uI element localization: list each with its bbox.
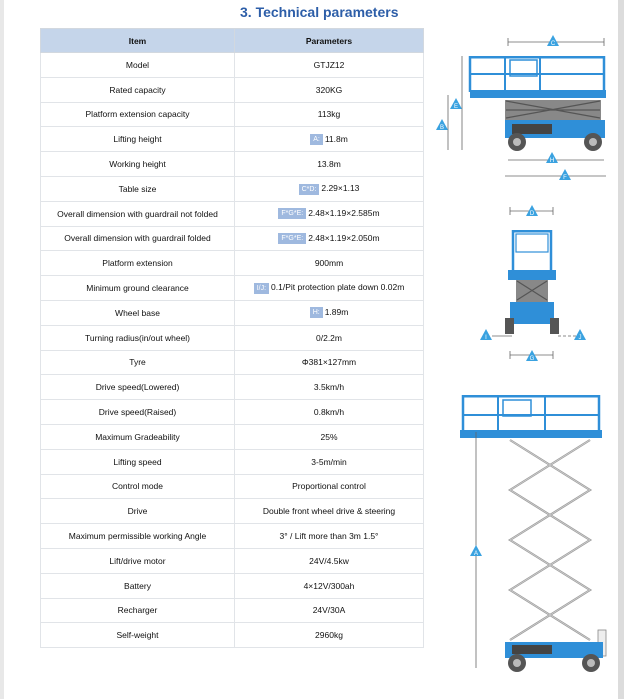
page-edge-left — [0, 0, 4, 699]
item-cell: Lift/drive motor — [41, 548, 235, 573]
dimension-tag: C*D: — [299, 184, 320, 195]
parameter-cell — [235, 102, 424, 127]
parameter-value: 13.8m — [317, 159, 341, 170]
parameter-cell — [235, 276, 424, 301]
item-cell: Drive speed(Raised) — [41, 400, 235, 425]
item-cell: Maximum Gradeability — [41, 424, 235, 449]
table-row — [41, 524, 424, 549]
parameter-cell — [235, 300, 424, 325]
parameter-value: 320KG — [315, 84, 343, 95]
parameter-value: 2.48×1.19×2.585m — [308, 208, 380, 219]
item-cell: Turning radius(in/out wheel) — [41, 325, 235, 350]
marker-i — [480, 329, 492, 341]
table-row — [41, 127, 424, 152]
section-title: 3. Technical parameters — [240, 4, 399, 20]
item-cell: Recharger — [41, 598, 235, 623]
table-row — [41, 251, 424, 276]
svg-text:H: H — [549, 158, 555, 164]
marker-e — [450, 98, 462, 110]
table-row — [41, 424, 424, 449]
parameter-cell — [235, 251, 424, 276]
parameter-value: 11.8m — [324, 133, 348, 144]
svg-text:E: E — [453, 104, 459, 110]
parameter-cell — [235, 201, 424, 226]
table-row — [41, 474, 424, 499]
parameter-cell — [235, 573, 424, 598]
svg-text:B: B — [439, 125, 445, 131]
item-cell: Platform extension — [41, 251, 235, 276]
header-parameters: Parameters — [235, 29, 424, 53]
table-row — [41, 176, 424, 201]
parameter-cell — [235, 499, 424, 524]
item-cell: Lifting height — [41, 127, 235, 152]
table-row — [41, 300, 424, 325]
table-row — [41, 53, 424, 78]
table-row — [41, 623, 424, 648]
parameter-cell — [235, 474, 424, 499]
parameter-value: Proportional control — [292, 481, 366, 492]
svg-text:J: J — [578, 335, 582, 341]
item-cell: Working height — [41, 152, 235, 177]
item-cell: Rated capacity — [41, 77, 235, 102]
marker-g — [526, 350, 538, 362]
svg-text:A: A — [473, 551, 479, 557]
item-cell: Drive — [41, 499, 235, 524]
marker-c — [547, 35, 559, 47]
item-cell: Tyre — [41, 350, 235, 375]
item-cell: Minimum ground clearance — [41, 276, 235, 301]
parameter-value: Double front wheel drive & steering — [262, 506, 396, 517]
table-row — [41, 499, 424, 524]
parameter-cell — [235, 152, 424, 177]
front-view-drawing — [492, 207, 576, 359]
table-row — [41, 325, 424, 350]
svg-text:I: I — [485, 335, 487, 341]
parameter-value: 900mm — [314, 258, 344, 269]
item-cell: Overall dimension with guardrail folded — [41, 226, 235, 251]
parameter-value: 0.8km/h — [313, 407, 345, 418]
table-body — [41, 53, 424, 648]
table-row — [41, 77, 424, 102]
table-header-row — [41, 29, 424, 53]
item-cell: Table size — [41, 176, 235, 201]
parameter-value: 3-5m/min — [311, 456, 347, 467]
item-cell: Battery — [41, 573, 235, 598]
parameter-cell — [235, 400, 424, 425]
table-row — [41, 400, 424, 425]
parameter-cell — [235, 176, 424, 201]
marker-h — [546, 152, 558, 164]
parameter-value: 113kg — [317, 109, 341, 120]
parameter-cell — [235, 325, 424, 350]
marker-f — [559, 169, 571, 181]
parameter-cell — [235, 53, 424, 78]
item-cell: Lifting speed — [41, 449, 235, 474]
parameter-value: GTJZ12 — [313, 59, 345, 70]
parameter-cell — [235, 449, 424, 474]
side-view-lowered-drawing — [448, 38, 606, 176]
item-cell: Self-weight — [41, 623, 235, 648]
item-cell: Model — [41, 53, 235, 78]
dimension-tag: F*G*E: — [278, 208, 306, 219]
parameter-cell — [235, 127, 424, 152]
parameter-cell — [235, 524, 424, 549]
marker-j — [574, 329, 586, 341]
parameter-value: 3.5km/h — [313, 382, 345, 393]
parameter-value: 24V/4.5kw — [309, 555, 349, 566]
item-cell: Drive speed(Lowered) — [41, 375, 235, 400]
dimension-tag: I/J: — [254, 283, 269, 294]
item-cell: Platform extension capacity — [41, 102, 235, 127]
machine-drawings — [430, 28, 620, 693]
parameter-cell — [235, 226, 424, 251]
parameter-value: 4×12V/300ah — [303, 580, 355, 591]
table-row — [41, 449, 424, 474]
technical-parameters-table — [40, 28, 424, 648]
marker-a — [470, 545, 482, 557]
item-cell: Overall dimension with guardrail not folded — [41, 201, 235, 226]
svg-text:C: C — [550, 41, 556, 47]
parameter-cell — [235, 77, 424, 102]
parameter-value: 25% — [320, 431, 338, 442]
parameter-value: 1.89m — [324, 307, 349, 318]
table-row — [41, 226, 424, 251]
parameter-cell — [235, 424, 424, 449]
parameter-cell — [235, 375, 424, 400]
parameter-value: 3° / Lift more than 3m 1.5° — [279, 531, 379, 542]
parameter-cell — [235, 548, 424, 573]
table-row — [41, 276, 424, 301]
parameter-cell — [235, 350, 424, 375]
dimension-tag: F*G*E: — [278, 233, 306, 244]
raised-view-drawing — [460, 395, 606, 672]
parameter-cell — [235, 623, 424, 648]
parameter-value: 24V/30A — [312, 605, 346, 616]
parameter-value: 2.29×1.13 — [321, 183, 360, 194]
table-row — [41, 598, 424, 623]
item-cell: Maximum permissible working Angle — [41, 524, 235, 549]
item-cell: Wheel base — [41, 300, 235, 325]
table-row — [41, 152, 424, 177]
dimension-tag: H: — [310, 307, 323, 318]
marker-b — [436, 119, 448, 131]
table-row — [41, 201, 424, 226]
dimension-tag: A: — [310, 134, 323, 145]
parameter-value: 2.48×1.19×2.050m — [308, 232, 380, 243]
parameter-value: 0/2.2m — [316, 332, 342, 343]
svg-text:G: G — [529, 356, 535, 362]
svg-text:F: F — [563, 175, 567, 181]
table-row — [41, 102, 424, 127]
table-row — [41, 573, 424, 598]
parameter-cell — [235, 598, 424, 623]
item-cell: Control mode — [41, 474, 235, 499]
svg-text:D: D — [529, 211, 535, 217]
parameter-value: 2960kg — [315, 630, 343, 641]
table-row — [41, 375, 424, 400]
parameter-value: Φ381×127mm — [301, 357, 357, 368]
table-row — [41, 548, 424, 573]
header-item: Item — [41, 29, 235, 53]
parameter-value: 0.1/Pit protection plate down 0.02m — [271, 282, 405, 293]
table-row — [41, 350, 424, 375]
